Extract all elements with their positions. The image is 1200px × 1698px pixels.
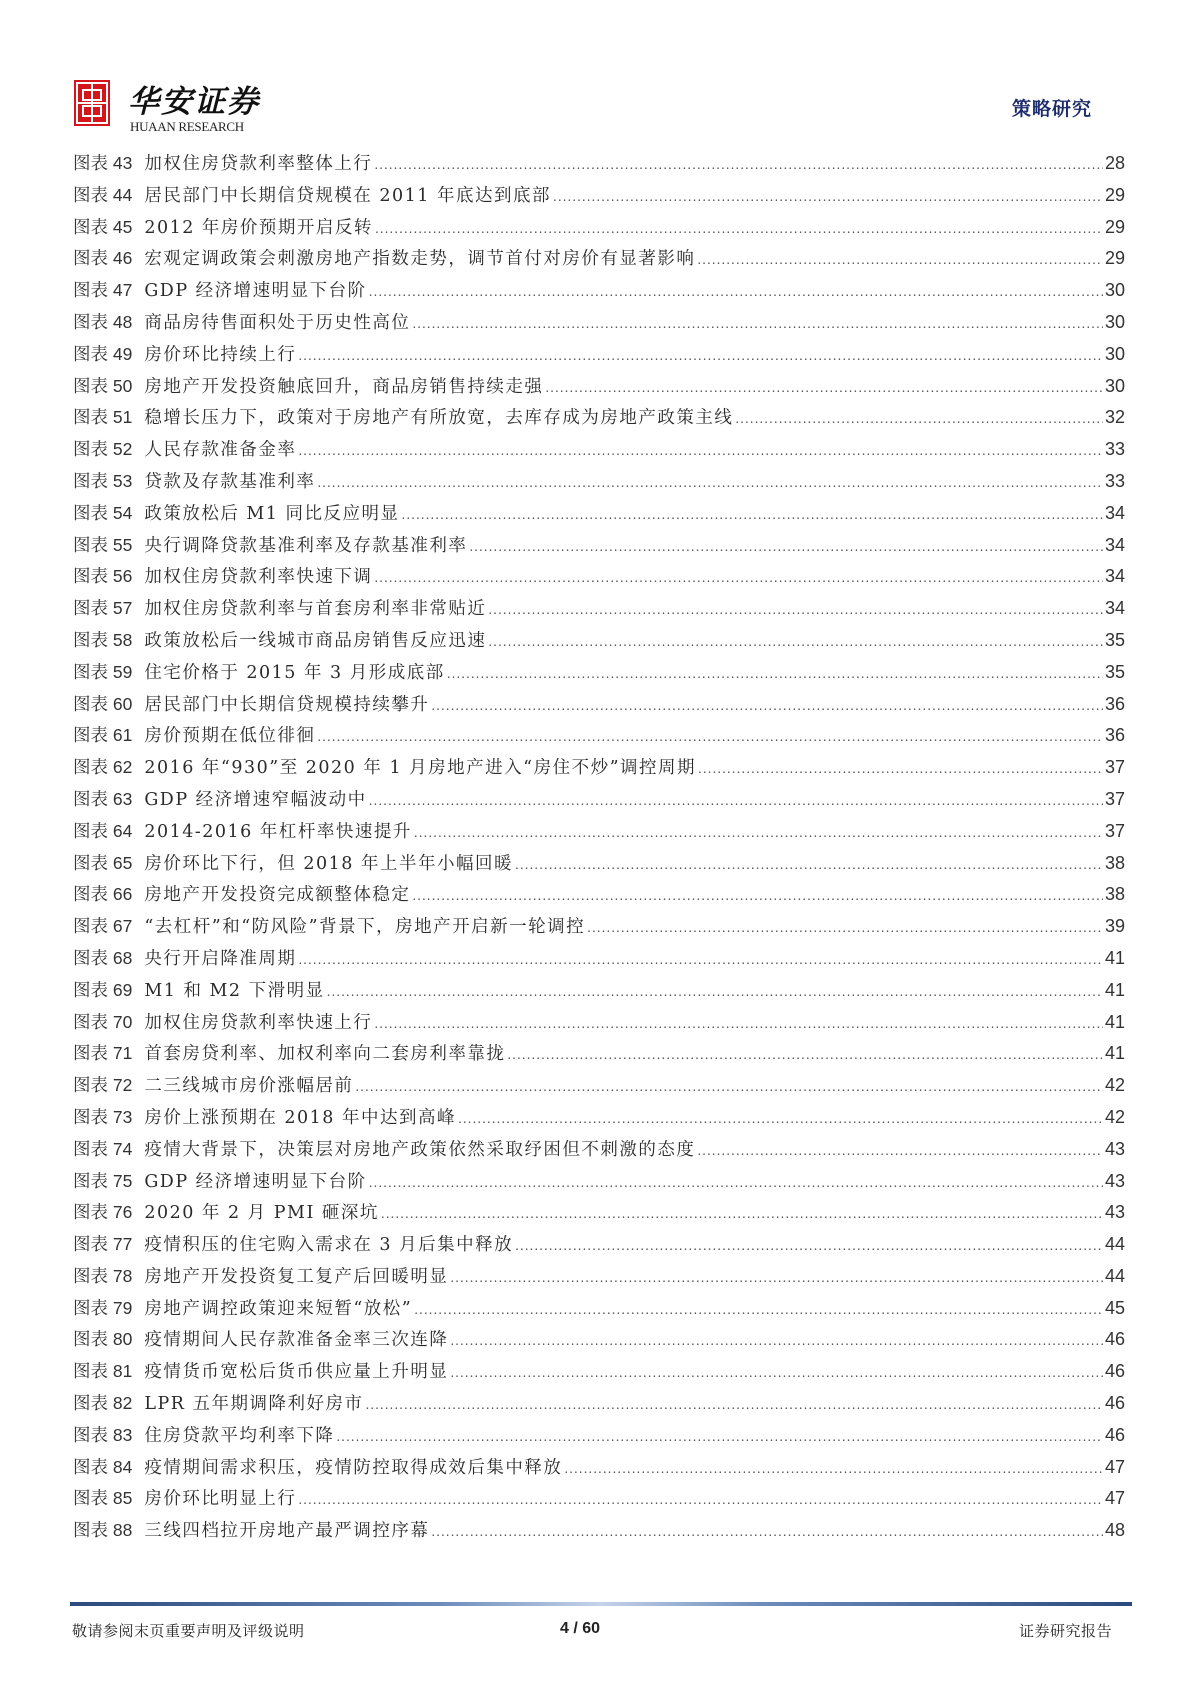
leader-dots <box>374 150 1103 182</box>
page-number[interactable]: 47 <box>1104 1488 1125 1509</box>
toc-entry[interactable] <box>73 1483 1125 1515</box>
figure-title[interactable]: 房价环比下行，但 2018 年上半年小幅回暖 <box>144 853 513 874</box>
figure-label: 图表 68 <box>73 947 133 968</box>
leader-dots <box>298 945 1103 977</box>
toc-entry[interactable] <box>73 1166 1125 1198</box>
toc-entry[interactable] <box>73 1197 1125 1229</box>
figure-title[interactable]: 贷款及存款基准利率 <box>144 471 316 492</box>
figure-label: 图表 85 <box>73 1488 133 1509</box>
figure-title[interactable]: GDP 经济增速窄幅波动中 <box>144 789 367 810</box>
page-number[interactable]: 41 <box>1104 979 1125 1000</box>
leader-dots <box>698 754 1103 786</box>
page-number[interactable]: 45 <box>1104 1297 1125 1318</box>
figure-title[interactable]: 房价预期在低位徘徊 <box>144 726 316 747</box>
figure-label: 图表 50 <box>73 375 133 396</box>
toc-entry[interactable] <box>73 1261 1125 1293</box>
figure-label: 图表 61 <box>73 725 133 746</box>
leader-dots <box>374 1009 1103 1041</box>
figure-label: 图表 57 <box>73 598 133 619</box>
page-number[interactable]: 30 <box>1104 343 1125 364</box>
figure-title[interactable]: LPR 五年期调降利好房市 <box>144 1394 364 1415</box>
figure-title[interactable]: 房价上涨预期在 2018 年中达到高峰 <box>144 1107 456 1128</box>
figure-title[interactable]: 住宅价格于 2015 年 3 月形成底部 <box>144 662 445 683</box>
figure-title[interactable]: 房地产开发投资完成额整体稳定 <box>144 885 411 906</box>
leader-dots <box>369 1168 1103 1200</box>
leader-dots <box>317 722 1103 754</box>
figure-label: 图表 46 <box>73 248 133 269</box>
figure-label: 图表 43 <box>73 153 133 173</box>
toc-entry[interactable] <box>73 816 1125 848</box>
figure-label: 图表 53 <box>73 470 133 491</box>
figure-title[interactable]: 居民部门中长期信贷规模持续攀升 <box>144 694 430 715</box>
figure-title[interactable]: 住房贷款平均利率下降 <box>144 1425 335 1446</box>
figure-label: 图表 75 <box>73 1170 133 1191</box>
figure-title[interactable]: 居民部门中长期信贷规模在 2011 年底达到底部 <box>144 185 551 206</box>
toc-entry[interactable] <box>73 371 1125 403</box>
page-number[interactable]: 36 <box>1104 725 1125 746</box>
figure-label: 图表 79 <box>73 1297 133 1318</box>
toc-entry[interactable] <box>73 1293 1125 1325</box>
page-number[interactable]: 36 <box>1104 693 1125 714</box>
brand-name-cn: 华安证券 <box>128 84 260 120</box>
leader-dots <box>317 468 1103 500</box>
toc-entry[interactable] <box>73 1356 1125 1388</box>
leader-dots <box>507 1040 1103 1072</box>
figure-title[interactable]: 稳增长压力下，政策对于房地产有所放宽，去库存成为房地产政策主线 <box>144 408 734 429</box>
figure-label: 图表 76 <box>73 1202 133 1223</box>
page-number[interactable]: 43 <box>1104 1138 1125 1159</box>
figure-label: 图表 49 <box>73 343 133 364</box>
figure-title[interactable]: 政策放松后一线城市商品房销售反应迅速 <box>144 630 487 651</box>
leader-dots <box>369 277 1103 309</box>
toc-entry[interactable] <box>73 848 1125 880</box>
figure-title[interactable]: 加权住房贷款利率与首套房利率非常贴近 <box>144 599 487 620</box>
toc-entry[interactable] <box>73 720 1125 752</box>
figure-label: 图表 47 <box>73 280 133 301</box>
page-number[interactable]: 30 <box>1104 375 1125 396</box>
leader-dots <box>515 1231 1103 1263</box>
leader-dots <box>298 436 1103 468</box>
page-number[interactable]: 43 <box>1104 1170 1125 1191</box>
figure-label: 图表 52 <box>73 439 133 460</box>
toc-entry[interactable] <box>73 1134 1125 1166</box>
leader-dots <box>369 786 1103 818</box>
page-number[interactable]: 47 <box>1104 1456 1125 1477</box>
leader-dots <box>447 659 1103 691</box>
figure-title[interactable]: 加权住房贷款利率整体上行 <box>144 154 373 174</box>
figure-label: 图表 56 <box>73 566 133 587</box>
toc-entry[interactable] <box>73 1229 1125 1261</box>
page-number[interactable]: 42 <box>1104 1106 1125 1127</box>
huaan-logo-icon <box>74 80 110 126</box>
toc-entry[interactable] <box>73 593 1125 625</box>
figure-label: 图表 77 <box>73 1234 133 1255</box>
page-number[interactable]: 33 <box>1104 470 1125 491</box>
figure-title[interactable]: 2012 年房价预期开启反转 <box>144 217 373 238</box>
footer-divider <box>70 1602 1132 1606</box>
figure-label: 图表 58 <box>73 629 133 650</box>
figure-title[interactable]: 疫情大背景下，决策层对房地产政策依然采取纾困但不刺激的态度 <box>144 1139 696 1160</box>
leader-dots <box>545 373 1103 405</box>
figure-label: 图表 67 <box>73 916 133 937</box>
figure-label: 图表 59 <box>73 661 133 682</box>
figure-title[interactable]: M1 和 M2 下滑明显 <box>144 980 325 1001</box>
page-number[interactable]: 29 <box>1104 216 1125 237</box>
figure-label: 图表 82 <box>73 1393 133 1414</box>
page-number[interactable]: 28 <box>1104 153 1125 173</box>
figure-title[interactable]: 房地产开发投资复工复产后回暖明显 <box>144 1266 449 1287</box>
leader-dots <box>336 1422 1103 1454</box>
figure-title[interactable]: GDP 经济增速明显下台阶 <box>144 1171 367 1192</box>
figure-title[interactable]: 宏观定调政策会刺激房地产指数走势，调节首付对房价有显著影响 <box>144 249 696 270</box>
toc-entry[interactable] <box>73 1452 1125 1484</box>
figure-label: 图表 78 <box>73 1265 133 1286</box>
figure-title[interactable]: “去杠杆”和“防风险”背景下，房地产开启新一轮调控 <box>144 917 586 938</box>
toc-entry[interactable] <box>73 1420 1125 1452</box>
leader-dots <box>515 850 1103 882</box>
toc-entry[interactable] <box>73 975 1125 1007</box>
figure-title[interactable]: 首套房贷利率、加权利率向二套房利率靠拢 <box>144 1044 506 1065</box>
figure-label: 图表 48 <box>73 311 133 332</box>
leader-dots <box>697 245 1103 277</box>
figure-label: 图表 72 <box>73 1075 133 1096</box>
page-number[interactable]: 46 <box>1104 1424 1125 1445</box>
figure-title[interactable]: 2016 年“930”至 2020 年 1 月房地产进入“房住不炒”调控周期 <box>144 758 697 779</box>
leader-dots <box>412 881 1103 913</box>
figure-label: 图表 69 <box>73 979 133 1000</box>
leader-dots <box>365 1390 1103 1422</box>
page-number[interactable]: 32 <box>1104 407 1125 428</box>
page-number[interactable]: 42 <box>1104 1075 1125 1096</box>
page-number[interactable]: 43 <box>1104 1202 1125 1223</box>
page-number[interactable]: 37 <box>1104 820 1125 841</box>
figure-title[interactable]: 房价环比明显上行 <box>144 1489 297 1510</box>
footer-disclaimer: 敬请参阅末页重要声明及评级说明 <box>72 1622 305 1640</box>
page-number[interactable]: 38 <box>1104 884 1125 905</box>
figure-label: 图表 81 <box>73 1361 133 1382</box>
page-number[interactable]: 34 <box>1104 566 1125 587</box>
toc-entry[interactable] <box>73 1102 1125 1134</box>
page-number[interactable]: 44 <box>1104 1265 1125 1286</box>
page-number[interactable]: 48 <box>1104 1520 1125 1541</box>
figure-label: 图表 55 <box>73 534 133 555</box>
toc-entry[interactable] <box>73 1070 1125 1102</box>
page-number[interactable]: 44 <box>1104 1234 1125 1255</box>
toc-entry[interactable] <box>73 1324 1125 1356</box>
leader-dots <box>553 182 1103 214</box>
figure-label: 图表 45 <box>73 216 133 237</box>
page-number[interactable]: 34 <box>1104 534 1125 555</box>
figure-title[interactable]: 2014-2016 年杠杆率快速提升 <box>144 821 412 842</box>
leader-dots <box>381 1199 1103 1231</box>
leader-dots <box>355 1072 1103 1104</box>
page-number[interactable]: 41 <box>1104 1043 1125 1064</box>
leader-dots <box>374 563 1103 595</box>
leader-dots <box>414 1295 1103 1327</box>
figure-title[interactable]: 疫情期间需求积压，疫情防控取得成效后集中释放 <box>144 1457 563 1478</box>
toc-entry[interactable] <box>73 498 1125 530</box>
figure-title[interactable]: 疫情货币宽松后货币供应量上升明显 <box>144 1362 449 1383</box>
figure-label: 图表 66 <box>73 884 133 905</box>
figure-label: 图表 71 <box>73 1043 133 1064</box>
figure-label: 图表 80 <box>73 1329 133 1350</box>
toc-entry[interactable] <box>73 943 1125 975</box>
toc-entry[interactable] <box>73 148 1125 180</box>
report-type-label: 证券研究报告 <box>1018 1622 1112 1640</box>
page-number[interactable]: 46 <box>1104 1393 1125 1414</box>
toc-entry[interactable] <box>73 689 1125 721</box>
page-number[interactable]: 33 <box>1104 439 1125 460</box>
page-number[interactable]: 41 <box>1104 1011 1125 1032</box>
figure-title[interactable]: 央行开启降准周期 <box>144 948 297 969</box>
toc-entry[interactable] <box>73 657 1125 689</box>
toc-entry[interactable] <box>73 1038 1125 1070</box>
section-label: 策略研究 <box>1011 98 1092 120</box>
leader-dots <box>469 532 1103 564</box>
toc-entry[interactable] <box>73 243 1125 275</box>
leader-dots <box>412 309 1103 341</box>
figure-label: 图表 84 <box>73 1456 133 1477</box>
toc-entry[interactable] <box>73 752 1125 784</box>
figure-label: 图表 54 <box>73 502 133 523</box>
toc-entry[interactable] <box>73 911 1125 943</box>
toc-entry[interactable] <box>73 879 1125 911</box>
leader-dots <box>488 595 1103 627</box>
page-number[interactable]: 37 <box>1104 757 1125 778</box>
figure-label: 图表 64 <box>73 820 133 841</box>
toc-entry[interactable] <box>73 212 1125 244</box>
figure-title[interactable]: 房价环比持续上行 <box>144 344 297 365</box>
toc-entry[interactable] <box>73 275 1125 307</box>
figure-title[interactable]: 房地产开发投资触底回升，商品房销售持续走强 <box>144 376 544 397</box>
figure-title[interactable]: 疫情积压的住宅购入需求在 3 月后集中释放 <box>144 1235 514 1256</box>
toc-entry[interactable] <box>73 530 1125 562</box>
figure-label: 图表 62 <box>73 757 133 778</box>
figure-title[interactable]: 2020 年 2 月 PMI 砸深坑 <box>144 1203 379 1224</box>
leader-dots <box>450 1263 1103 1295</box>
toc-entry[interactable] <box>73 1007 1125 1039</box>
page-number[interactable]: 30 <box>1104 280 1125 301</box>
leader-dots <box>431 1517 1103 1549</box>
figure-table-of-contents <box>73 148 1125 1547</box>
toc-entry[interactable] <box>73 434 1125 466</box>
toc-entry[interactable] <box>73 466 1125 498</box>
leader-dots <box>735 404 1103 436</box>
page-number[interactable]: 38 <box>1104 852 1125 873</box>
leader-dots <box>587 913 1103 945</box>
page-indicator: 4 / 60 <box>560 1620 601 1637</box>
toc-entry[interactable] <box>73 625 1125 657</box>
toc-entry[interactable] <box>73 1388 1125 1420</box>
page-header <box>72 76 1132 136</box>
figure-label: 图表 73 <box>73 1106 133 1127</box>
page-number[interactable]: 34 <box>1104 598 1125 619</box>
toc-entry[interactable] <box>73 784 1125 816</box>
figure-label: 图表 88 <box>73 1520 133 1541</box>
page-number[interactable]: 30 <box>1104 311 1125 332</box>
leader-dots <box>697 1136 1103 1168</box>
leader-dots <box>327 977 1103 1009</box>
toc-entry[interactable] <box>73 402 1125 434</box>
leader-dots <box>375 214 1103 246</box>
leader-dots <box>564 1454 1103 1486</box>
figure-label: 图表 51 <box>73 407 133 428</box>
toc-entry[interactable] <box>73 307 1125 339</box>
figure-label: 图表 74 <box>73 1138 133 1159</box>
toc-entry[interactable] <box>73 1515 1125 1547</box>
page-number[interactable]: 41 <box>1104 947 1125 968</box>
toc-entry[interactable] <box>73 561 1125 593</box>
leader-dots <box>450 1358 1103 1390</box>
page-number[interactable]: 46 <box>1104 1329 1125 1350</box>
page-number[interactable]: 29 <box>1104 184 1125 205</box>
brand-name-en: HUAAN RESEARCH <box>130 119 244 134</box>
page-number[interactable]: 34 <box>1104 502 1125 523</box>
page-number[interactable]: 35 <box>1104 661 1125 682</box>
leader-dots <box>402 500 1103 532</box>
page-number[interactable]: 29 <box>1104 248 1125 269</box>
leader-dots <box>298 341 1103 373</box>
figure-title[interactable]: 三线四档拉开房地产最严调控序幕 <box>144 1521 430 1542</box>
page-number[interactable]: 46 <box>1104 1361 1125 1382</box>
leader-dots <box>414 818 1103 850</box>
figure-title[interactable]: 加权住房贷款利率快速上行 <box>144 1012 373 1033</box>
figure-title[interactable]: 二三线城市房价涨幅居前 <box>144 1076 354 1097</box>
figure-title[interactable]: 央行调降贷款基准利率及存款基准利率 <box>144 535 468 556</box>
figure-label: 图表 63 <box>73 788 133 809</box>
figure-title[interactable]: 加权住房贷款利率快速下调 <box>144 567 373 588</box>
toc-entry[interactable] <box>73 180 1125 212</box>
page-number[interactable]: 37 <box>1104 788 1125 809</box>
leader-dots <box>450 1326 1103 1358</box>
figure-title[interactable]: 房地产调控政策迎来短暂“放松” <box>144 1298 413 1319</box>
figure-title[interactable]: 商品房待售面积处于历史性高位 <box>144 312 411 333</box>
figure-label: 图表 65 <box>73 852 133 873</box>
page-number[interactable]: 35 <box>1104 629 1125 650</box>
figure-title[interactable]: 政策放松后 M1 同比反应明显 <box>144 503 400 524</box>
figure-title[interactable]: GDP 经济增速明显下台阶 <box>144 281 367 302</box>
leader-dots <box>458 1104 1103 1136</box>
figure-label: 图表 70 <box>73 1011 133 1032</box>
figure-label: 图表 44 <box>73 184 133 205</box>
figure-title[interactable]: 疫情期间人民存款准备金率三次连降 <box>144 1330 449 1351</box>
figure-label: 图表 83 <box>73 1424 133 1445</box>
leader-dots <box>431 691 1103 723</box>
leader-dots <box>488 627 1103 659</box>
figure-title[interactable]: 人民存款准备金率 <box>144 440 297 461</box>
toc-entry[interactable] <box>73 339 1125 371</box>
figure-label: 图表 60 <box>73 693 133 714</box>
leader-dots <box>298 1485 1103 1517</box>
page-number[interactable]: 39 <box>1104 916 1125 937</box>
